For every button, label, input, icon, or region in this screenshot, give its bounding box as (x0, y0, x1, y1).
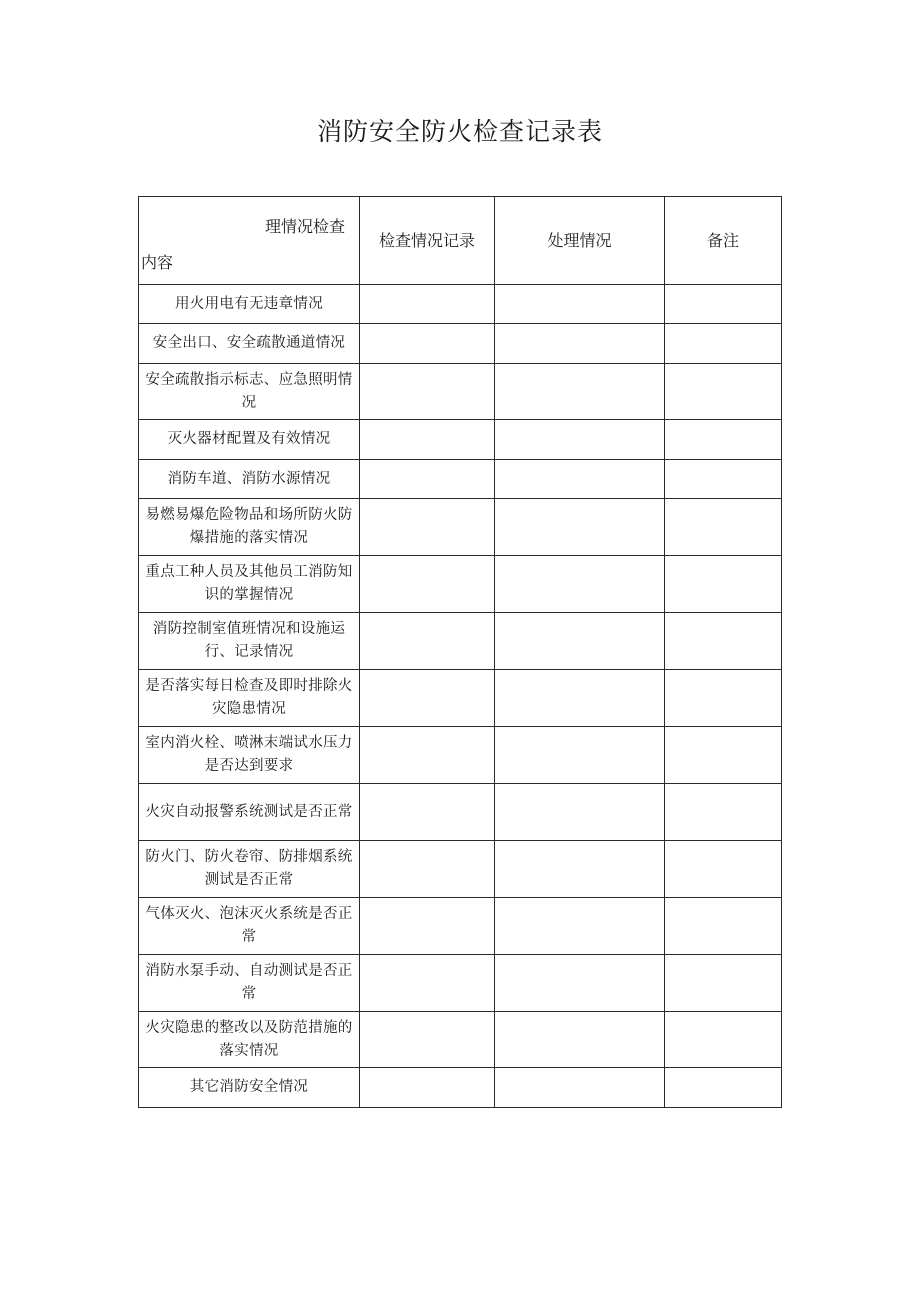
check-item-cell: 室内消火栓、喷淋末端试水压力是否达到要求 (139, 727, 360, 784)
table-row (139, 613, 782, 670)
check-item-cell: 安全疏散指示标志、应急照明情况 (139, 364, 360, 420)
table-row (139, 285, 782, 324)
record-cell[interactable] (360, 324, 495, 364)
remarks-cell[interactable] (665, 460, 782, 499)
table-row (139, 499, 782, 556)
remarks-cell[interactable] (665, 1068, 782, 1108)
remarks-cell[interactable] (665, 1012, 782, 1068)
check-item-cell: 灭火器材配置及有效情况 (139, 420, 360, 460)
handling-cell[interactable] (495, 613, 665, 670)
table-row (139, 1068, 782, 1108)
record-cell[interactable] (360, 420, 495, 460)
table-row (139, 1012, 782, 1068)
header-remarks-column: 备注 (665, 197, 782, 285)
record-cell[interactable] (360, 841, 495, 898)
remarks-cell[interactable] (665, 364, 782, 420)
handling-cell[interactable] (495, 841, 665, 898)
table-row (139, 784, 782, 841)
table-row (139, 841, 782, 898)
record-cell[interactable] (360, 499, 495, 556)
handling-cell[interactable] (495, 670, 665, 727)
header-handling-column: 处理情况 (495, 197, 665, 285)
remarks-cell[interactable] (665, 324, 782, 364)
record-cell[interactable] (360, 727, 495, 784)
handling-cell[interactable] (495, 324, 665, 364)
header-corner-cell (139, 197, 360, 285)
record-cell[interactable] (360, 784, 495, 841)
check-item-cell: 重点工种人员及其他员工消防知识的掌握情况 (139, 556, 360, 613)
table-row (139, 898, 782, 955)
record-cell[interactable] (360, 364, 495, 420)
check-item-cell: 消防水泵手动、自动测试是否正常 (139, 955, 360, 1012)
table-row (139, 420, 782, 460)
handling-cell[interactable] (495, 556, 665, 613)
remarks-cell[interactable] (665, 556, 782, 613)
remarks-cell[interactable] (665, 499, 782, 556)
header-corner-top-label: 理情况检查 (264, 217, 345, 236)
check-item-cell: 用火用电有无违章情况 (139, 285, 360, 324)
header-corner-bottom-label: 内容 (141, 253, 174, 272)
check-item-cell: 火灾自动报警系统测试是否正常 (139, 784, 360, 841)
remarks-cell[interactable] (665, 841, 782, 898)
remarks-cell[interactable] (665, 420, 782, 460)
check-item-cell: 防火门、防火卷帘、防排烟系统测试是否正常 (139, 841, 360, 898)
record-cell[interactable] (360, 613, 495, 670)
page-title: 消防安全防火检查记录表 (316, 117, 603, 146)
check-item-cell: 安全出口、安全疏散通道情况 (139, 324, 360, 364)
check-item-cell: 易燃易爆危险物品和场所防火防爆措施的落实情况 (139, 499, 360, 556)
handling-cell[interactable] (495, 364, 665, 420)
remarks-cell[interactable] (665, 285, 782, 324)
record-cell[interactable] (360, 1068, 495, 1108)
check-item-cell: 其它消防安全情况 (139, 1068, 360, 1108)
check-item-cell: 是否落实每日检查及即时排除火灾隐患情况 (139, 670, 360, 727)
table-row (139, 364, 782, 420)
remarks-cell[interactable] (665, 784, 782, 841)
check-item-cell: 气体灭火、泡沫灭火系统是否正常 (139, 898, 360, 955)
handling-cell[interactable] (495, 1012, 665, 1068)
handling-cell[interactable] (495, 955, 665, 1012)
table-row (139, 556, 782, 613)
remarks-cell[interactable] (665, 670, 782, 727)
record-cell[interactable] (360, 556, 495, 613)
handling-cell[interactable] (495, 898, 665, 955)
header-record-column: 检查情况记录 (360, 197, 495, 285)
remarks-cell[interactable] (665, 727, 782, 784)
remarks-cell[interactable] (665, 613, 782, 670)
handling-cell[interactable] (495, 420, 665, 460)
handling-cell[interactable] (495, 727, 665, 784)
table-row (139, 670, 782, 727)
record-cell[interactable] (360, 670, 495, 727)
table-row (139, 727, 782, 784)
record-cell[interactable] (360, 955, 495, 1012)
record-cell[interactable] (360, 460, 495, 499)
handling-cell[interactable] (495, 285, 665, 324)
inspection-table (138, 196, 782, 1108)
handling-cell[interactable] (495, 1068, 665, 1108)
check-item-cell: 消防车道、消防水源情况 (139, 460, 360, 499)
table-row (139, 324, 782, 364)
handling-cell[interactable] (495, 784, 665, 841)
handling-cell[interactable] (495, 460, 665, 499)
remarks-cell[interactable] (665, 898, 782, 955)
record-cell[interactable] (360, 898, 495, 955)
remarks-cell[interactable] (665, 955, 782, 1012)
header-row (139, 197, 782, 285)
handling-cell[interactable] (495, 499, 665, 556)
record-cell[interactable] (360, 285, 495, 324)
table-row (139, 460, 782, 499)
check-item-cell: 消防控制室值班情况和设施运行、记录情况 (139, 613, 360, 670)
check-item-cell: 火灾隐患的整改以及防范措施的落实情况 (139, 1012, 360, 1068)
record-cell[interactable] (360, 1012, 495, 1068)
table-row (139, 955, 782, 1012)
